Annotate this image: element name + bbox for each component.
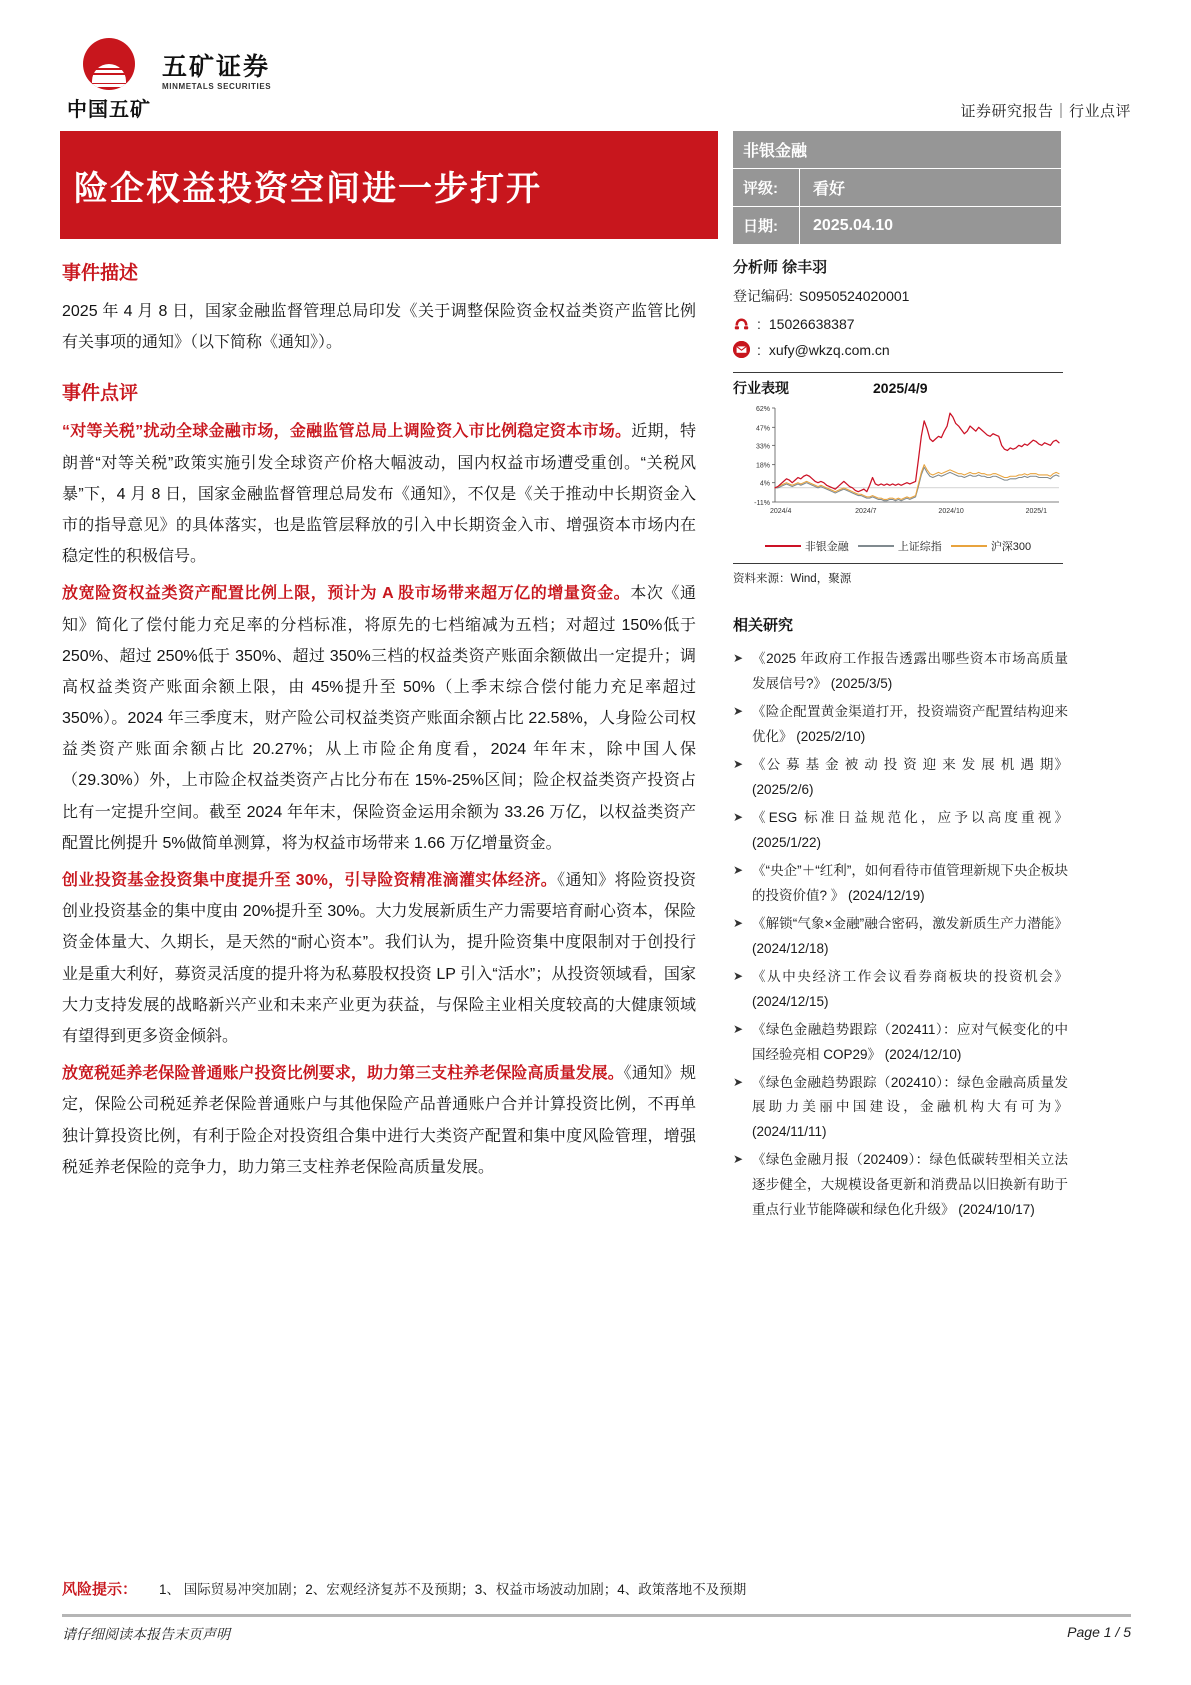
related-research-title: 《险企配置黄金渠道打开，投资端资产配置结构迎来优化》 (2025/2/10): [752, 703, 1068, 744]
footer-disclaimer: 请仔细阅读本报告末页声明: [62, 1626, 230, 1642]
comment-paragraph: [62, 1058, 696, 1183]
report-info-table: [733, 131, 1061, 244]
minmetals-emblem-icon: [83, 38, 135, 90]
related-research-title: 《2025 年政府工作报告透露出哪些资本市场高质量发展信号?》 (2025/3/5): [752, 651, 1068, 691]
bullet-arrow-icon: ➤: [733, 703, 744, 718]
report-title-banner: [60, 131, 718, 239]
svg-text:47%: 47%: [755, 425, 770, 433]
legend-item: [765, 538, 849, 554]
license-label: 登记编码:: [733, 288, 793, 304]
bullet-arrow-icon: ➤: [733, 1152, 744, 1167]
company-logo: [67, 38, 272, 122]
svg-text:2024/10: 2024/10: [938, 508, 964, 515]
page-title: 险企权益投资空间进一步打开: [74, 168, 542, 209]
legend-label: 沪深300: [990, 541, 1032, 553]
risk-label: 风险提示：: [62, 1580, 138, 1598]
svg-text:2024/4: 2024/4: [769, 508, 792, 515]
industry-value: 非银金融: [743, 143, 808, 160]
svg-text:2024/7: 2024/7: [855, 508, 877, 515]
report-type-kicker: 证券研究报告｜行业点评: [960, 103, 1131, 120]
svg-text:-11%: -11%: [754, 500, 770, 507]
logo-chinese-name: 中国五矿: [67, 97, 151, 121]
legend-swatch: [951, 545, 987, 548]
related-research-item[interactable]: [733, 647, 1068, 697]
bullet-arrow-icon: ➤: [733, 756, 744, 771]
section-heading-event-description: 事件描述: [62, 262, 139, 284]
svg-text:18%: 18%: [755, 462, 770, 470]
logo-wordmark: [162, 54, 271, 91]
page-footer: [62, 1624, 1131, 1644]
paragraph-lead: “对等关税”扰动全球金融市场，金融监管总局上调险资入市比例稳定资本市场。: [62, 423, 632, 441]
rating-row: [733, 169, 1061, 207]
brand-name-en: MINMETALS SECURITIES: [162, 82, 272, 92]
phone-number: 15026638387: [768, 315, 855, 332]
related-research-section: [733, 614, 1068, 1226]
chart-source: 资料来源：Wind，聚源: [733, 563, 1063, 586]
analyst-license: [733, 286, 1063, 306]
comment-paragraph: [62, 416, 696, 572]
analyst-block: [733, 256, 1063, 367]
analyst-phone: [733, 315, 1063, 332]
footer-page-number: Page 1 / 5: [1067, 1624, 1131, 1640]
chart-date: 2025/4/9: [873, 380, 928, 396]
paragraph-body: 《通知》将险资投资创业投资基金的集中度由 20%提升至 30%。大力发展新质生产力需要培育耐心资本，保险资金体量大、久期长，是天然的“耐心资本”。我们认为，提升险资集中度限制对于创投行业是重大利好，募资灵活度的提升将为私募股权投资 LP 引入“活水”；从投资领域看，国家大力支持发展的战略新兴产业和未来产业更为获益，与保险主业相关度较高的大健康领域有望得到更多资金倾斜。: [62, 872, 696, 1045]
legend-swatch: [765, 545, 801, 548]
paragraph-body: 近期，特朗普“对等关税”政策实施引发全球资产价格大幅波动，国内权益市场遭受重创。“关税风暴”下，4 月 8 日，国家金融监督管理总局发布《通知》，不仅是《关于推动中长期资金入市的指导意见》的具体落实，也是监管层释放的引入中长期资金入市、增强资本市场内在稳定性的积极信号。: [62, 423, 696, 566]
rating-label: 评级:: [743, 180, 778, 197]
svg-text:33%: 33%: [755, 443, 770, 451]
phone-icon: [733, 315, 750, 332]
related-research-list: [733, 647, 1068, 1223]
legend-label: 非银金融: [804, 541, 849, 553]
rating-value: 看好: [799, 169, 1061, 206]
related-research-item[interactable]: [733, 1148, 1068, 1223]
phone-separator: :: [757, 315, 761, 332]
industry-performance-chart: [733, 372, 1063, 586]
comment-paragraph: [62, 865, 696, 1052]
paragraph-body: 《通知》规定，保险公司税延养老保险普通账户与其他保险产品普通账户合并计算投资比例，不再单独计算投资比例，有利于险企对投资组合集中进行大类资产配置和集中度风险管理，增强税延养老保险的竞争力，助力第三支柱养老保险高质量发展。: [62, 1065, 696, 1176]
section-heading-event-comment: 事件点评: [62, 382, 139, 405]
date-value: 2025.04.10: [799, 207, 1061, 244]
related-research-heading: 相关研究: [733, 616, 794, 634]
related-research-title: 《解锁“气象×金融”融合密码，激发新质生产力潜能》 (2024/12/18): [752, 915, 1068, 956]
brand-name-cn: 五矿证券: [162, 52, 271, 81]
related-research-title: 《绿色金融趋势跟踪（202411）：应对气候变化的中国经验亮相 COP29》 (2024/12/10): [752, 1021, 1068, 1062]
paragraph-body: 本次《通知》简化了偿付能力充足率的分档标准，将原先的七档缩减为五档；对超过 150%低于 250%、超过 250%低于 350%、超过 350%三档的权益类资产账面余额做出一定提升；调高权益类资产账面余额上限，由 45%提升至 50%（上季末综合偿付能力充足率超过 350%）。2024 年三季度末，财产险公司权益类资产账面余额占比 22.58%，人身险公司权益类资产账面余额占比 20.27%；从上市险企角度看，2024 年年末，除中国人保（29.30%）外，上市险企权益类资产占比分布在 15%-25%区间；险企权益类资产投资占比有一定提升空间。截至 2024 年年末，保险资金运用余额为 33.26 万亿，以权益类资产配置比例提升 5%做简单测算，将为权益市场带来 1.66 万亿增量资金。: [62, 585, 696, 852]
chart-top-rule: [733, 372, 1063, 373]
bullet-arrow-icon: ➤: [733, 1021, 744, 1036]
industry-row: [733, 131, 1061, 169]
related-research-item[interactable]: [733, 806, 1068, 856]
related-research-item[interactable]: [733, 1071, 1068, 1146]
svg-text:2025/1: 2025/1: [1025, 508, 1047, 515]
svg-text:4%: 4%: [759, 480, 770, 488]
related-research-item[interactable]: [733, 753, 1068, 803]
related-research-title: 《公 募 基 金 被 动 投 资 迎 来 发 展 机 遇 期》 (2025/2/6): [752, 756, 1068, 797]
comment-paragraph: [62, 578, 696, 859]
bullet-arrow-icon: ➤: [733, 809, 744, 824]
related-research-title: 《绿色金融趋势跟踪（202410）：绿色金融高质量发展助力美丽中国建设，金融机构大有可为》 (2024/11/11): [752, 1074, 1068, 1140]
report-body: [62, 258, 696, 1189]
related-research-title: 《ESG 标准日益规范化，应予以高度重视》 (2025/1/22): [752, 809, 1068, 850]
license-value: S0950524020001: [798, 288, 910, 304]
risk-warning: [62, 1578, 1132, 1599]
date-label: 日期:: [743, 218, 778, 235]
logo-mark: [67, 38, 151, 122]
event-comment-blocks: [62, 416, 696, 1183]
legend-label: 上证综指: [897, 541, 942, 553]
related-research-title: 《绿色金融月报（202409）：绿色低碳转型相关立法逐步健全，大规模设备更新和消费品以旧换新有助于重点行业节能降碳和绿色化升级》 (2024/10/17): [752, 1152, 1068, 1218]
chart-title: 行业表现: [733, 381, 789, 397]
related-research-item[interactable]: [733, 965, 1068, 1015]
event-description-text: 2025 年 4 月 8 日，国家金融监督管理总局印发《关于调整保险资金权益类资产监管比例有关事项的通知》（以下简称《通知》）。: [62, 303, 696, 352]
risk-text: 1、 国际贸易冲突加剧；2、宏观经济复苏不及预期；3、权益市场波动加剧；4、政策落地不及预期: [159, 1582, 747, 1597]
paragraph-lead: 放宽险资权益类资产配置比例上限，预计为 A 股市场带来超万亿的增量资金。: [62, 585, 631, 603]
date-row: [733, 207, 1061, 244]
analyst-name: 分析师 徐丰羽: [733, 259, 828, 276]
email-separator: :: [757, 341, 761, 358]
paragraph-lead: 放宽税延养老保险普通账户投资比例要求，助力第三支柱养老保险高质量发展。: [62, 1065, 624, 1083]
paragraph-lead: 创业投资基金投资集中度提升至 30%，引导险资精准滴灌实体经济。: [62, 872, 558, 889]
bullet-arrow-icon: ➤: [733, 968, 744, 983]
legend-item: [951, 538, 1031, 554]
chart-plot-area: [733, 400, 1063, 528]
related-research-title: 《从中央经济工作会议看券商板块的投资机会》 (2024/12/15): [752, 968, 1068, 1009]
related-research-item[interactable]: [733, 859, 1068, 909]
bullet-arrow-icon: ➤: [733, 1074, 744, 1089]
chart-legend: [733, 538, 1063, 554]
legend-item: [858, 538, 942, 554]
footer-divider: [62, 1614, 1131, 1617]
bullet-arrow-icon: ➤: [733, 915, 744, 930]
legend-swatch: [858, 545, 894, 548]
related-research-item[interactable]: [733, 1018, 1068, 1068]
email-address: xufy@wkzq.com.cn: [768, 341, 890, 358]
bullet-arrow-icon: ➤: [733, 862, 744, 877]
bullet-arrow-icon: ➤: [733, 651, 744, 665]
related-research-title: 《“央企”＋“红利”，如何看待市值管理新规下央企板块的投资价值? 》 (2024/12/19): [752, 862, 1068, 903]
svg-text:62%: 62%: [755, 406, 770, 413]
mail-icon: [733, 341, 750, 358]
chart-header: [733, 378, 1063, 398]
related-research-item[interactable]: [733, 700, 1068, 750]
related-research-item[interactable]: [733, 912, 1068, 962]
analyst-email: [733, 341, 1063, 358]
